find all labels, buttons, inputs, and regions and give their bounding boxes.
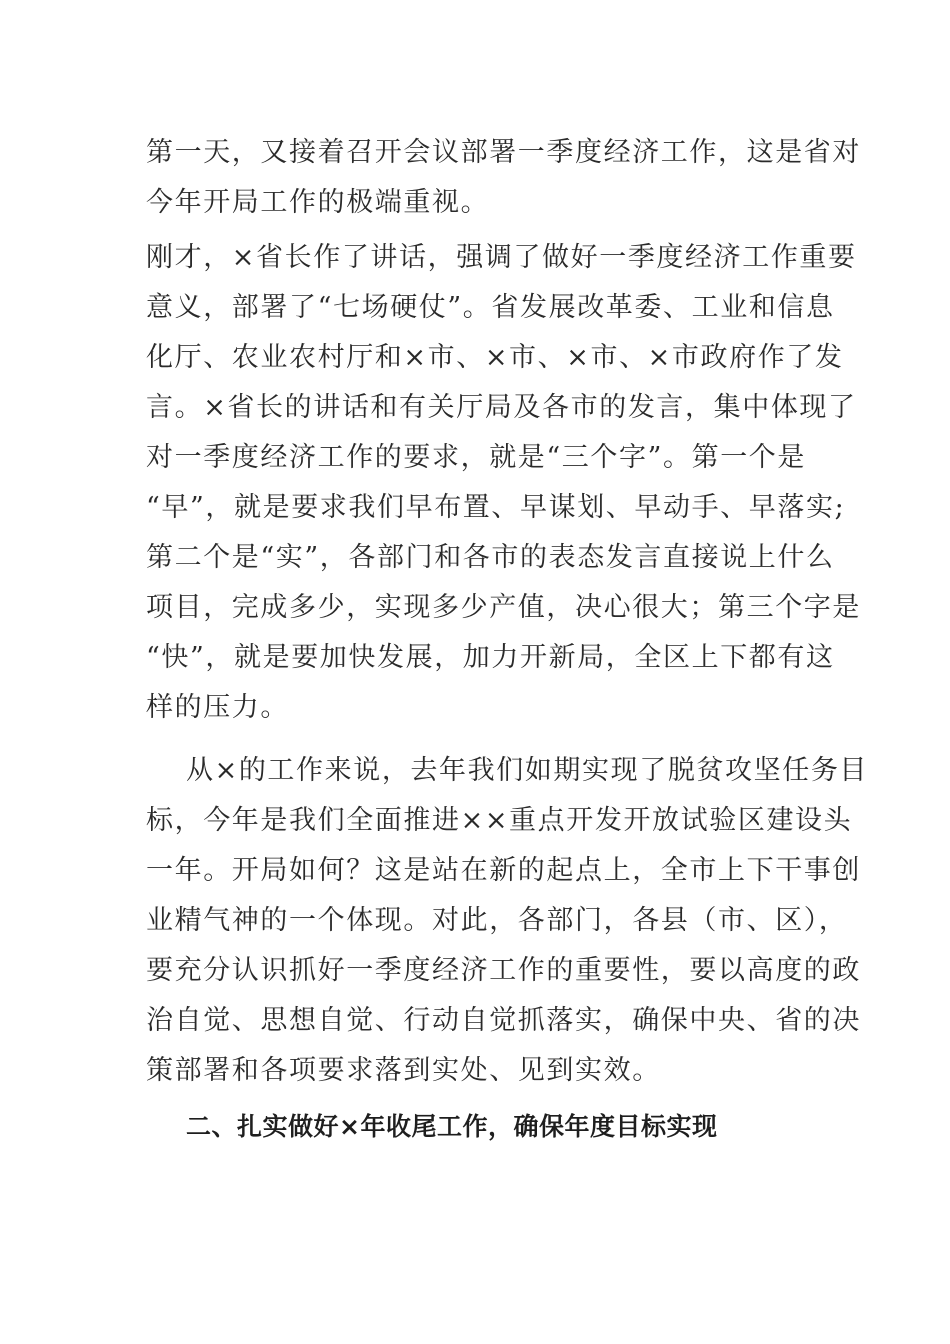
paragraph-2-line-9: “快”，就是要加快发展，加力开新局，全区上下都有这 <box>146 642 835 673</box>
paragraph-2-line-1: 刚才，×省长作了讲话，强调了做好一季度经济工作重要 <box>146 242 857 273</box>
paragraph-3-line-7: 策部署和各项要求落到实处、见到实效。 <box>146 1055 661 1086</box>
paragraph-3-line-4: 业精气神的一个体现。对此，各部门，各县（市、区）， <box>146 905 848 936</box>
section-heading: 二、扎实做好×年收尾工作，确保年度目标实现 <box>186 1112 718 1141</box>
paragraph-2-line-6: “早”，就是要求我们早布置、早谋划、早动手、早落实; <box>146 492 846 523</box>
paragraph-2-line-4: 言。×省长的讲话和有关厅局及各市的发言，集中体现了 <box>146 392 857 423</box>
paragraph-2-line-10: 样的压力。 <box>146 692 289 723</box>
paragraph-3-line-5: 要充分认识抓好一季度经济工作的重要性，要以高度的政 <box>146 955 861 986</box>
paragraph-2-line-7: 第二个是“实”，各部门和各市的表态发言直接说上什么 <box>146 542 835 573</box>
paragraph-2-line-5: 对一季度经济工作的要求，就是“三个字”。第一个是 <box>146 442 807 473</box>
paragraph-3-line-6: 治自觉、思想自觉、行动自觉抓落实，确保中央、省的决 <box>146 1005 861 1036</box>
paragraph-2-line-3: 化厅、农业农村厅和×市、×市、×市、×市政府作了发 <box>146 342 844 373</box>
paragraph-3-line-3: 一年。开局如何？这是站在新的起点上，全市上下干事创 <box>146 855 861 886</box>
paragraph-3-line-2: 标，今年是我们全面推进××重点开发开放试验区建设头 <box>146 805 853 836</box>
paragraph-1-line-1: 第一天，又接着召开会议部署一季度经济工作，这是省对 <box>146 137 861 168</box>
paragraph-2-line-2: 意义，部署了“七场硬仗”。省发展改革委、工业和信息 <box>146 292 835 323</box>
paragraph-1-line-2: 今年开局工作的极端重视。 <box>146 187 490 218</box>
paragraph-2-line-8: 项目，完成多少，实现多少产值，决心很大；第三个字是 <box>146 592 861 623</box>
paragraph-3-line-1: 从×的工作来说，去年我们如期实现了脱贫攻坚任务目 <box>186 755 869 786</box>
